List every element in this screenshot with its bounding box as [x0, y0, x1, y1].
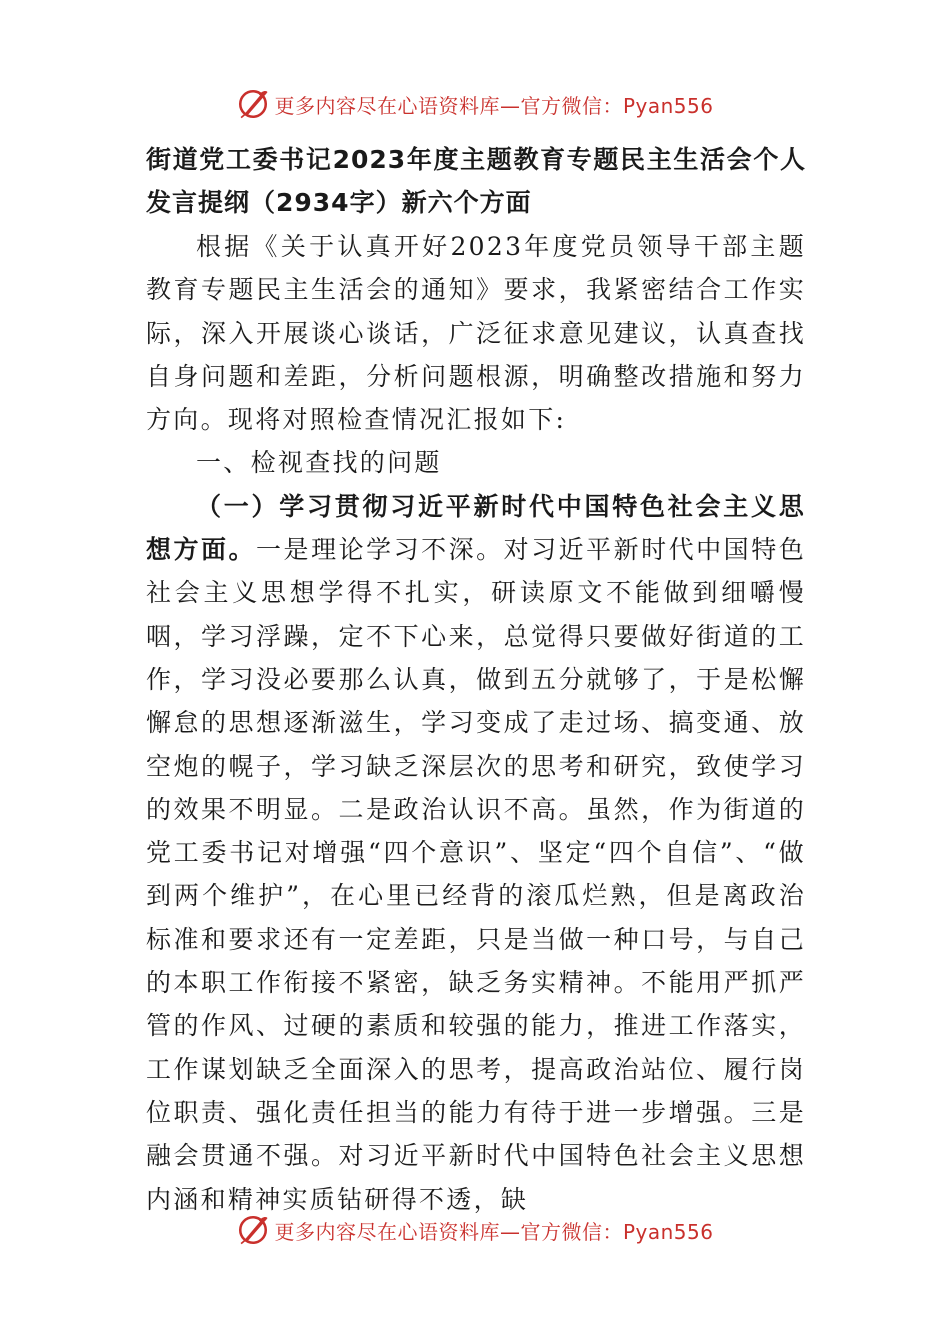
watermark-text: 更多内容尽在心语资料库—官方微信：Pyan556: [274, 1219, 714, 1244]
quill-pen-logo-icon: [236, 1213, 270, 1247]
subsection-paragraph: [146, 485, 806, 1221]
quill-pen-logo-icon: [236, 87, 270, 121]
subsection-heading: （一）学习贯彻习近平新时代中国特色社会主义思想方面。: [146, 491, 806, 565]
section-heading: 一、检视查找的问题: [196, 448, 442, 478]
watermark-text: 更多内容尽在心语资料库—官方微信：Pyan556: [274, 93, 714, 118]
document-title: 街道党工委书记2023年度主题教育专题民主生活会个人发言提纲（2934字）新六个方面: [146, 145, 806, 217]
subsection-body: 一是理论学习不深。对习近平新时代中国特色社会主义思想学得不扎实，研读原文不能做到细嚼慢咽，学习浮躁，定不下心来，总觉得只要做好街道的工作，学习没必要那么认真，做到五分就够了，于是松懈懈怠的思想逐渐滋生，学习变成了走过场、搞变通、放空炮的幌子，学习缺乏深层次的思考和研究，致使学习的效果不明显。二是政治认识不高。虽然，作为街道的党工委书记对增强“四个意识”、坚定“四个自信”、“做到两个维护”，在心里已经背的滚瓜烂熟，但是离政治标准和要求还有一定差距，只是当做一种口号，与自己的本职工作衔接不紧密，缺乏务实精神。不能用严抓严管的作风、过硬的素质和较强的能力，推进工作落实，工作谋划缺乏全面深入的思考，提高政治站位、履行岗位职责、强化责任担当的能力有待于进一步增强。三是融会贯通不强。对习近平新时代中国特色社会主义思想内涵和精神实质钻研得不透，缺: [146, 535, 806, 1214]
intro-paragraph: 根据《关于认真开好2023年度党员领导干部主题教育专题民主生活会的通知》要求，我紧密结合工作实际，深入开展谈心谈话，广泛征求意见建议，认真查找自身问题和差距，分析问题根源，明确整改措施和努力方向。现将对照检查情况汇报如下:: [146, 232, 806, 435]
document-body: [146, 138, 806, 1221]
watermark-banner-bottom: [0, 1210, 950, 1250]
watermark-banner-top: [0, 84, 950, 124]
